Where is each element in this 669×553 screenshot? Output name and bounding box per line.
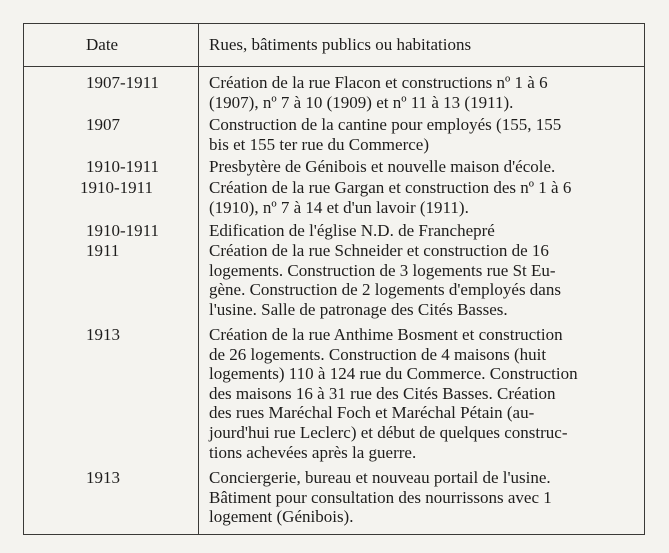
row-line: gène. Construction de 2 logements d'employés dans [209, 280, 561, 300]
row-line: (1910), nº 7 à 14 et d'un lavoir (1911). [209, 197, 469, 217]
row-line: Bâtiment pour consultation des nourrissons avec 1 [209, 487, 552, 507]
row-description [209, 221, 639, 241]
row-line: l'usine. Salle de patronage des Cités Basses. [209, 299, 508, 319]
row-line: Création de la rue Anthime Bosment et construction [209, 325, 563, 344]
row-description [209, 157, 639, 177]
row-line: Edification de l'église N.D. de Franchepré [209, 221, 495, 240]
row-description [209, 241, 639, 319]
row-line: de 26 logements. Construction de 4 maisons (huit [209, 344, 547, 364]
row-date: 1907-1911 [86, 73, 160, 92]
row-line: des maisons 16 à 31 rue des Cités Basses. Création [209, 383, 556, 403]
row-date: 1913 [86, 325, 120, 344]
row-line: Conciergerie, bureau et nouveau portail de l'usine. [209, 468, 551, 487]
header-rule [23, 66, 645, 67]
row-line: logement (Génibois). [209, 507, 354, 527]
row-description [209, 468, 639, 527]
row-line: Création de la rue Schneider et construction de 16 [209, 241, 549, 260]
row-line: (1907), nº 7 à 10 (1909) et nº 11 à 13 (1911). [209, 92, 514, 112]
row-line: logements) 110 à 124 rue du Commerce. Construction [209, 364, 578, 384]
row-line: des rues Maréchal Foch et Maréchal Pétain (au- [209, 403, 535, 423]
row-line: Création de la rue Gargan et construction des nº 1 à 6 [209, 178, 572, 197]
row-line: jourd'hui rue Leclerc) et début de quelques construc- [209, 422, 568, 442]
row-line: tions achevées après la guerre. [209, 442, 417, 462]
row-line: Création de la rue Flacon et constructions nº 1 à 6 [209, 73, 548, 92]
row-line: Construction de la cantine pour employés (155, 155 [209, 115, 562, 134]
row-description [209, 325, 639, 462]
column-divider [198, 23, 199, 535]
row-date: 1911 [86, 241, 120, 260]
row-line: bis et 155 ter rue du Commerce) [209, 134, 429, 154]
row-date: 1910-1911 [86, 221, 160, 240]
row-date: 1907 [86, 115, 120, 134]
row-description [209, 178, 639, 217]
header-date: Date [86, 35, 119, 54]
header-rues: Rues, bâtiments publics ou habitations [209, 35, 472, 54]
row-line: logements. Construction de 3 logements rue St Eu- [209, 260, 556, 280]
row-date: 1910-1911 [80, 178, 154, 197]
row-line: Presbytère de Génibois et nouvelle maison d'école. [209, 157, 556, 176]
row-date: 1910-1911 [86, 157, 160, 176]
row-date: 1913 [86, 468, 120, 487]
row-description [209, 115, 639, 154]
row-description [209, 73, 639, 112]
